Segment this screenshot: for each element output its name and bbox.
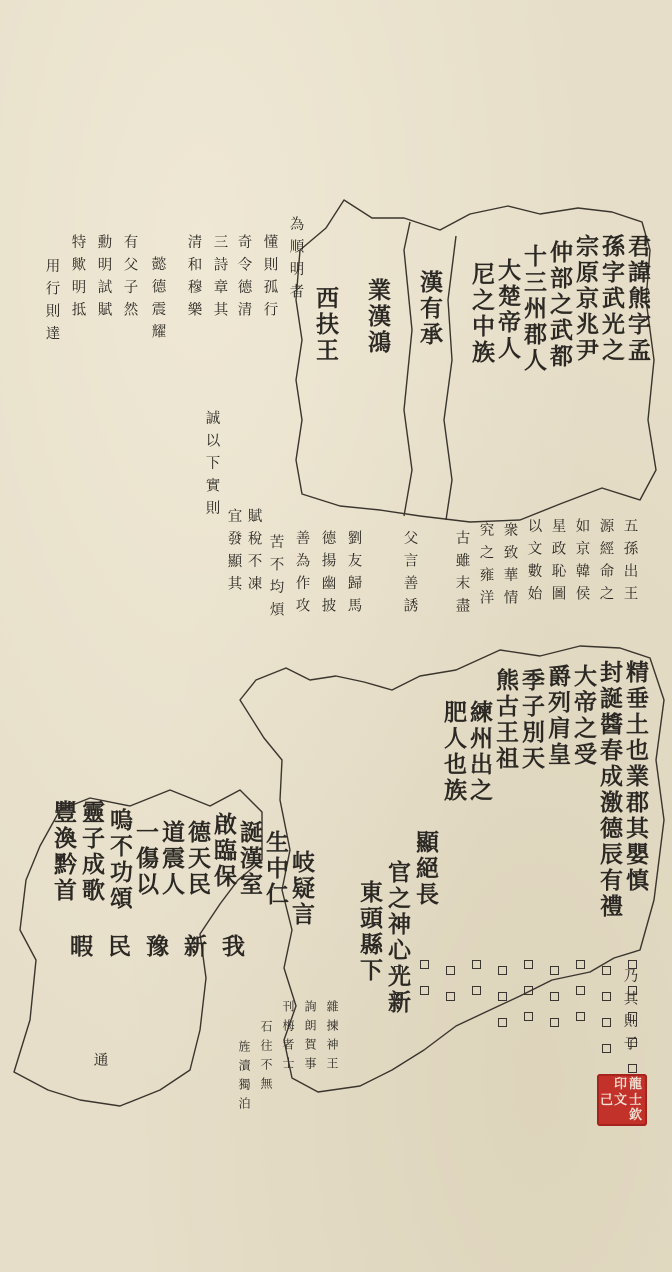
- empty-grid-square: [420, 986, 429, 995]
- plain-column-23: 有父子然: [121, 234, 138, 324]
- middle-column-7: 練州出之: [466, 700, 493, 804]
- empty-grid-square: [498, 966, 507, 975]
- lower-column-6: 德天民: [184, 820, 211, 898]
- seal-char-5: 文: [614, 1093, 628, 1108]
- plain-column-27: 用行則達: [43, 258, 60, 348]
- right-column-7: 尼之中族: [468, 262, 495, 366]
- lower-bottom-char-2: 民: [104, 934, 131, 960]
- empty-grid-square: [498, 992, 507, 1001]
- plain-column-9: 古雖末盡: [453, 530, 470, 620]
- lower-column-10: 岐疑言: [288, 850, 315, 928]
- empty-grid-square: [628, 1064, 637, 1073]
- seal-char-4: 印: [614, 1077, 628, 1092]
- plain-column-12: 德揚幽披: [319, 530, 336, 620]
- plain-column-5: 星政恥圖: [549, 518, 566, 608]
- tiny-column-3: 刊梅者士: [281, 1000, 295, 1076]
- plain-column-6: 以文數始: [525, 518, 542, 608]
- right-column-1: 君諱熊字孟: [624, 234, 651, 364]
- lower-column-8: 誕漢室: [236, 820, 263, 898]
- lower-last-char: 通: [91, 1052, 108, 1075]
- seal-char-1: 龍: [629, 1077, 643, 1092]
- empty-grid-square: [602, 992, 611, 1001]
- empty-grid-square: [576, 986, 585, 995]
- lower-column-1: 豐渙黔首: [50, 800, 77, 904]
- plain-column-22: 清和穆樂: [185, 234, 202, 324]
- plain-column-17: 誠以下實則: [203, 410, 220, 523]
- middle-column-11: 東頭縣下: [356, 880, 383, 984]
- lower-column-7: 啟臨保: [210, 812, 237, 890]
- tiny-column-5: 旌瀆獨泊: [237, 1040, 251, 1116]
- lower-column-9: 生中仁: [262, 830, 289, 908]
- right-column-6: 大楚帝人: [494, 258, 521, 362]
- seal-char-2: 士: [629, 1093, 643, 1108]
- right-column-5: 十三州郡人: [520, 244, 547, 374]
- plain-column-1: 乃其則子: [621, 968, 638, 1058]
- empty-grid-square: [420, 960, 429, 969]
- lower-bottom-char-4: 新: [180, 934, 207, 960]
- right-column-9: 業漢鴻: [364, 278, 391, 356]
- right-column-8: 漢有承: [416, 270, 443, 348]
- right-column-10: 西扶王: [312, 286, 339, 364]
- empty-grid-square: [576, 960, 585, 969]
- red-seal: [597, 1074, 647, 1126]
- empty-grid-square: [628, 1038, 637, 1047]
- plain-column-4: 如京韓侯: [573, 518, 590, 608]
- empty-grid-square: [498, 1018, 507, 1027]
- tiny-column-1: 雜揀神王: [325, 1000, 339, 1076]
- middle-column-8: 肥人也族: [440, 700, 467, 804]
- right-column-3: 宗原京兆尹: [572, 234, 599, 364]
- tiny-column-2: 詢朗賀事: [303, 1000, 317, 1076]
- middle-column-5: 季子別天: [518, 668, 545, 772]
- plain-column-15: 賦稅不凍: [245, 508, 262, 598]
- plain-column-13: 善為作攻: [293, 530, 310, 620]
- right-column-2: 孫字武光之: [598, 234, 625, 364]
- empty-grid-square: [524, 986, 533, 995]
- empty-grid-square: [602, 1018, 611, 1027]
- empty-grid-square: [602, 1044, 611, 1053]
- plain-column-26: 特歟明抵: [69, 234, 86, 324]
- empty-grid-square: [628, 960, 637, 969]
- plain-column-21: 三詩章其: [211, 234, 228, 324]
- lower-column-5: 道震人: [158, 820, 185, 898]
- plain-column-2: 五孫出王: [621, 518, 638, 608]
- seal-char-6: 己: [600, 1093, 614, 1108]
- empty-grid-square: [550, 1018, 559, 1027]
- plain-column-14: 苦不均煩: [267, 534, 284, 624]
- inner-divider-1: [444, 236, 456, 520]
- plain-column-3: 源經命之: [597, 518, 614, 608]
- lower-column-3: 嗚不功頌: [106, 808, 133, 912]
- inner-divider-2: [404, 222, 412, 516]
- plain-column-24: 懿德震耀: [149, 256, 166, 346]
- plain-column-25: 勳明試賦: [95, 234, 112, 324]
- empty-grid-square: [524, 1012, 533, 1021]
- middle-column-9: 顯絕長: [412, 830, 439, 908]
- lower-column-4: 一傷以: [132, 820, 159, 898]
- plain-column-20: 為順明者: [287, 216, 304, 306]
- middle-column-4: 爵列肩皇: [544, 664, 571, 768]
- plain-column-7: 衆致華情: [501, 522, 518, 612]
- middle-column-2: 封誕醬春成激德辰有禮: [596, 660, 623, 920]
- empty-grid-square: [602, 966, 611, 975]
- empty-grid-square: [576, 1012, 585, 1021]
- lower-bottom-char-1: 暇: [66, 934, 93, 960]
- tiny-column-4: 石往不無: [259, 1020, 273, 1096]
- empty-grid-square: [524, 960, 533, 969]
- seal-char-3: 欽: [629, 1108, 643, 1123]
- plain-column-19: 懂則孤行: [261, 234, 278, 324]
- empty-grid-square: [550, 966, 559, 975]
- middle-column-10: 官之神心光新: [384, 860, 411, 1016]
- middle-column-1: 精垂土也業郡其嬰慎: [622, 660, 649, 894]
- middle-column-3: 大帝之受: [570, 664, 597, 768]
- empty-grid-square: [394, 992, 403, 1001]
- middle-column-6: 熊古王祖: [492, 668, 519, 772]
- empty-grid-square: [394, 966, 403, 975]
- empty-grid-square: [446, 966, 455, 975]
- right-column-4: 仲部之武都: [546, 240, 573, 370]
- empty-grid-square: [446, 992, 455, 1001]
- plain-column-8: 究之雍洋: [477, 522, 494, 612]
- plain-column-10: 父言善誘: [401, 530, 418, 620]
- empty-grid-square: [472, 960, 481, 969]
- lower-column-2: 靈子成歌: [78, 800, 105, 904]
- plain-column-16: 宜發顯其: [225, 508, 242, 598]
- lower-bottom-char-3: 豫: [142, 934, 169, 960]
- lower-bottom-char-5: 我: [218, 934, 245, 960]
- empty-grid-square: [628, 986, 637, 995]
- empty-grid-square: [472, 986, 481, 995]
- empty-grid-square: [550, 992, 559, 1001]
- plain-column-18: 奇令德清: [235, 234, 252, 324]
- plain-column-11: 劉友歸馬: [345, 530, 362, 620]
- empty-grid-square: [628, 1012, 637, 1021]
